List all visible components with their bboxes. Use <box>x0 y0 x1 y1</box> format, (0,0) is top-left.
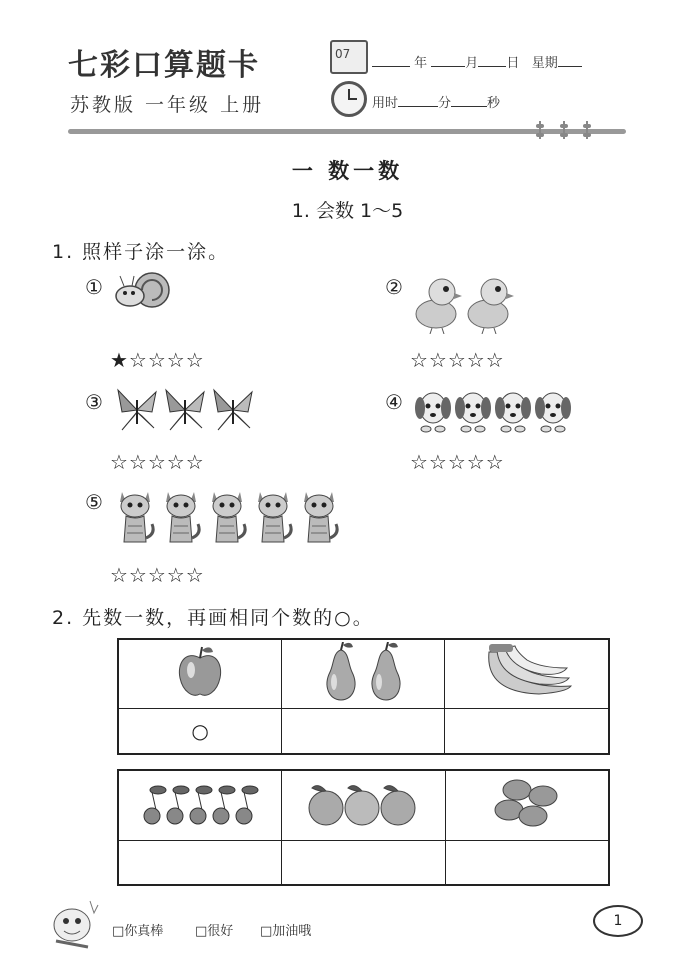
pear-icon <box>366 642 406 702</box>
day-blank[interactable] <box>478 54 506 67</box>
question-2-title: 2. 先数一数，再画相同个数的○。 <box>52 607 374 629</box>
minutes-blank[interactable] <box>398 94 438 107</box>
divider-ornament <box>586 121 588 139</box>
puppy-icon <box>534 388 572 434</box>
butterfly-icon <box>162 386 208 434</box>
question-1-title: 1. 照样子涂一涂。 <box>52 241 230 263</box>
puppy-icon <box>454 388 492 434</box>
count-table-2 <box>117 769 610 886</box>
answer-cell[interactable] <box>445 840 609 885</box>
item-number: ④ <box>385 390 403 414</box>
divider-ornament <box>563 121 565 139</box>
calendar-icon: 07 <box>330 40 368 74</box>
cherries-icon <box>140 780 260 826</box>
divider-ornament <box>539 121 541 139</box>
lesson-title: 1. 会数 1～5 <box>291 200 404 222</box>
item-number: ② <box>385 275 403 299</box>
star-row[interactable]: ☆☆☆☆☆ <box>110 563 205 587</box>
picture-group <box>414 388 572 434</box>
fruit-cell <box>282 770 445 840</box>
star-row[interactable]: ☆☆☆☆☆ <box>110 450 205 474</box>
fruit-cell <box>445 639 609 708</box>
pear-icon <box>321 642 361 702</box>
star-row[interactable]: ☆☆☆☆☆ <box>410 450 505 474</box>
edition-label: 苏教版 一年级 上册 <box>70 94 265 116</box>
kitten-icon <box>298 486 340 548</box>
answer-cell[interactable] <box>282 708 445 754</box>
mascot-icon <box>46 895 102 955</box>
brand-title: 七彩口算题卡 <box>68 48 260 83</box>
puppy-icon <box>414 388 452 434</box>
item-number: ① <box>85 275 103 299</box>
picture-group <box>114 486 340 548</box>
time-line: 用时 分 秒 <box>372 96 501 111</box>
kitten-icon <box>114 486 156 548</box>
oranges-icon <box>304 778 424 828</box>
kitten-icon <box>252 486 294 548</box>
section-title: 一 数一数 <box>291 159 404 183</box>
answer-cell[interactable] <box>445 708 609 754</box>
snail-icon <box>114 270 172 310</box>
kitten-icon <box>206 486 248 548</box>
count-table-1 <box>117 638 610 755</box>
fruit-cell <box>118 770 282 840</box>
item-number: ③ <box>85 390 103 414</box>
apple-icon <box>175 644 225 700</box>
star-row[interactable]: ☆☆☆☆☆ <box>410 348 505 372</box>
year-blank[interactable] <box>372 54 410 67</box>
seconds-blank[interactable] <box>451 94 487 107</box>
rating-option[interactable]: □加油哦 <box>260 924 312 939</box>
page-number: 1 <box>593 905 643 937</box>
month-blank[interactable] <box>431 54 465 67</box>
item-number: ⑤ <box>85 490 103 514</box>
chick-icon <box>414 272 464 334</box>
butterfly-icon <box>114 386 160 434</box>
picture-group <box>414 272 516 334</box>
weekday-blank[interactable] <box>558 54 582 67</box>
date-line: 年 月 日 星期 <box>372 52 582 71</box>
chick-icon <box>466 272 516 334</box>
kiwis-icon <box>487 776 567 830</box>
fruit-cell <box>282 639 445 708</box>
picture-group <box>114 386 256 434</box>
banana-icon <box>479 642 575 702</box>
fruit-cell <box>445 770 609 840</box>
rating-option[interactable]: □你真棒 <box>112 924 164 939</box>
picture-group <box>114 270 172 310</box>
clock-icon <box>331 81 367 117</box>
rating-option[interactable]: □很好 <box>195 924 234 939</box>
butterfly-icon <box>210 386 256 434</box>
answer-cell[interactable] <box>282 840 445 885</box>
puppy-icon <box>494 388 532 434</box>
answer-cell[interactable] <box>118 840 282 885</box>
star-row[interactable]: ★☆☆☆☆ <box>110 348 205 372</box>
kitten-icon <box>160 486 202 548</box>
fruit-cell <box>118 639 282 708</box>
answer-cell[interactable]: ○ <box>118 708 282 754</box>
